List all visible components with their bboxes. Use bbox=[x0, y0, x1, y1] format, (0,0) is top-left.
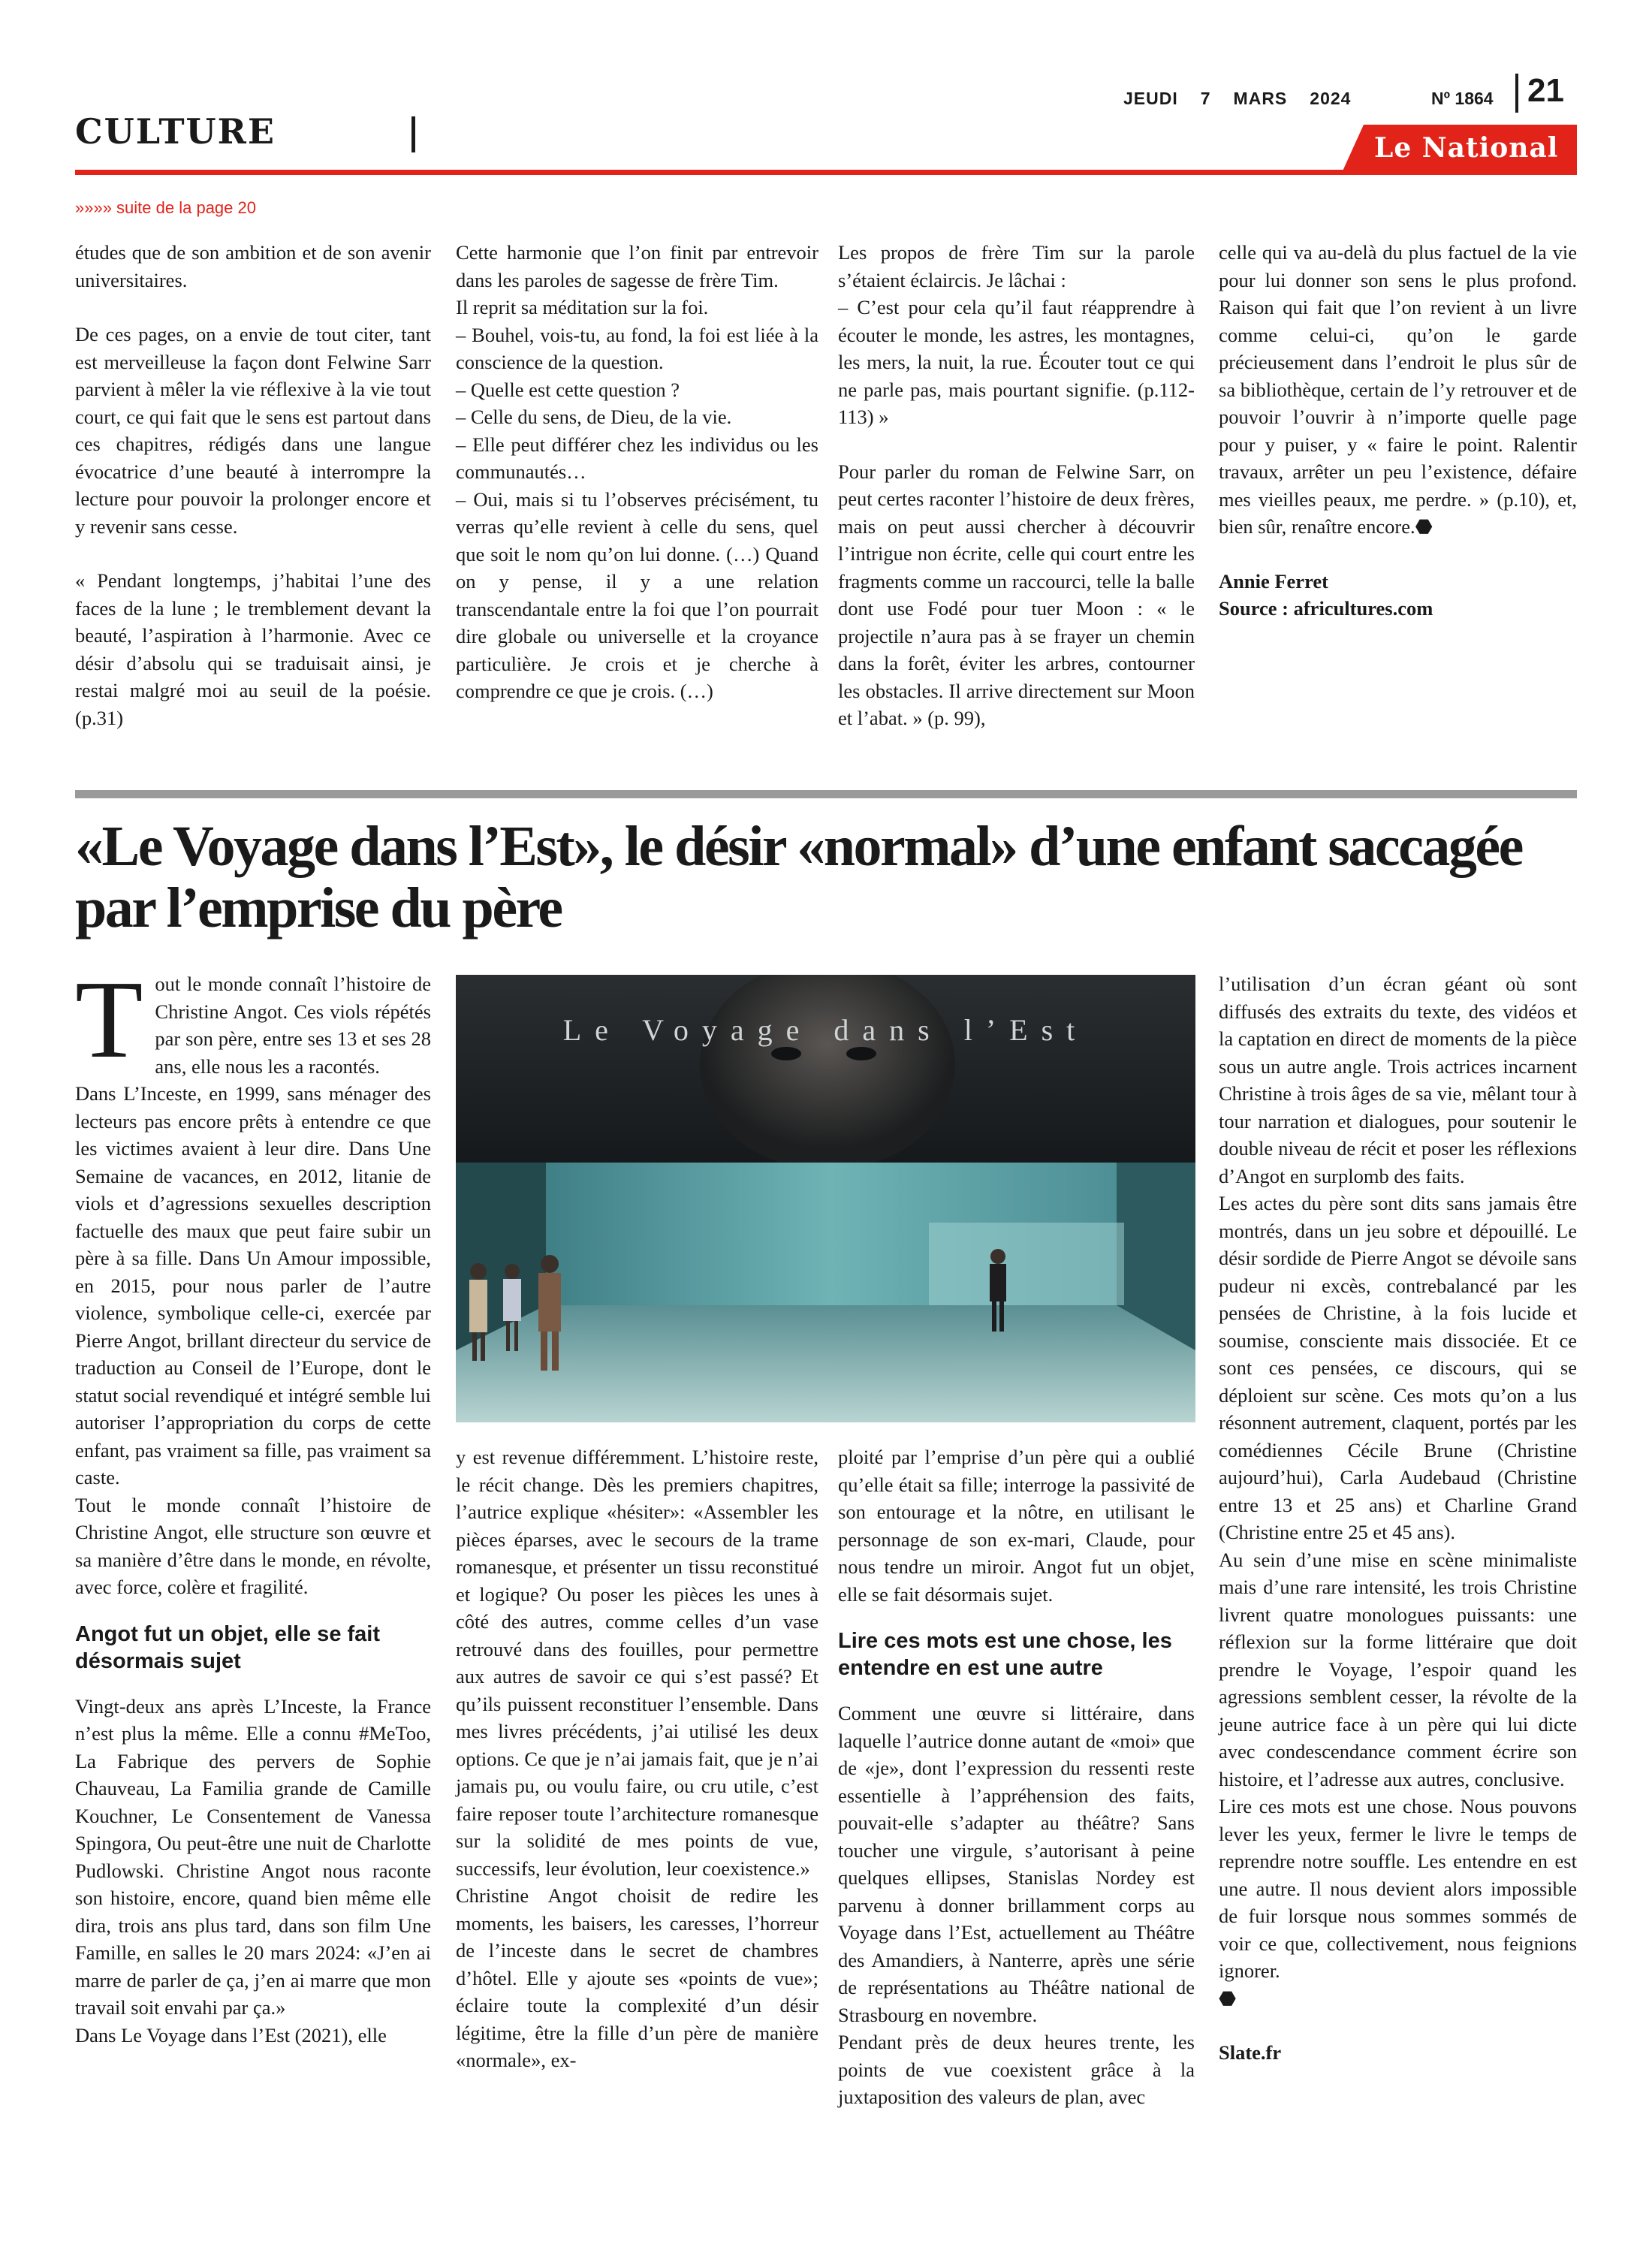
dialogue-line: – Bouhel, vois-tu, au fond, la foi est liée à la conscience de la question. bbox=[456, 323, 818, 373]
top-article-column-4 bbox=[1219, 239, 1577, 623]
paragraph: Les propos de frère Tim sur la parole s’étaient éclaircis. Je lâchai : bbox=[838, 241, 1195, 291]
continued-from-note: »»»» suite de la page 20 bbox=[75, 198, 256, 217]
article-column-2 bbox=[456, 1443, 818, 2074]
top-article-column-1 bbox=[75, 239, 431, 731]
article-column-4 bbox=[1219, 970, 1577, 2067]
top-article-column-3 bbox=[838, 239, 1195, 732]
paragraph: « Pendant longtemps, j’habitai l’une des faces de la lune ; le tremblement devant la beauté, l’aspiration à l’harmonie. Avec ce désir d’absolu qui se traduisait ainsi, je restai malgré moi au seuil de la poésie. (p.31) bbox=[75, 569, 431, 729]
paragraph: Au sein d’une mise en scène minimaliste mais d’une rare intensité, les trois Christine livrent quatre monologues puissants: une réflexion sur la forme littéraire que doit prendre le Voyage, l’espoir quand les agressions semblent cesser, la révolte de la jeune autrice face à un père qui lui dicte avec condescendance comment écrire son histoire, et l’adresse aux autres, conclusive. bbox=[1219, 1548, 1577, 1790]
paragraph: Les actes du père sont dits sans jamais être montrés, dans un jeu sobre et dépouillé. Le désir sordide de Pierre Angot se dévoile sans pudeur ni excès, contrebalancé par les pensées de Christine, à la fois lucide et soumise, consciente mais dissociée. Et ce sont ces pensées, ce discours, qui se déploient sur scène. Ces mots qu’on a lus résonnent autrement, claquent, portés par les comédiennes Cécile Brune (Christine aujourd’hui), Carla Audebaud (Christine entre 13 et 25 ans) et Charline Grand (Christine entre 25 et 45 ans). bbox=[1219, 1192, 1577, 1543]
paragraph: Christine Angot choisit de redire les moments, les baisers, les caresses, l’horreur de l’inceste dans le secret de chambres d’hôtel. Elle y ajoute ses «points de vue»; éclaire toute la complexité d’un désir légitime, être la fille d’un père de manière «normale», ex- bbox=[456, 1884, 818, 2071]
date-day: JEUDI bbox=[1123, 89, 1178, 108]
section-divider bbox=[411, 116, 415, 152]
paragraph: – C’est pour cela qu’il faut réapprendre à écouter le monde, les astres, les montagnes, les mers, la nuit, la rue. Écouter tout ce qui ne parle pas, mais pourtant signifie. (p.112-113) » bbox=[838, 296, 1195, 428]
article-column-3 bbox=[838, 1443, 1195, 2111]
paragraph-text: celle qui va au-delà du plus factuel de la vie pour lui donner son sens le plus profond. Raison qui fait que l’on revient à un livre comme celui-ci, qu’on le garde précieusement dans l’endroit le plus sûr de sa bibliothèque, certain de l’y retrouver et de pouvoir l’ouvrir à n’importe quelle page pour y puiser, y « faire le point. Ralentir travaux, arrêter un peu l’existence, défaire mes vieilles peaux, me perdre. » (p.10), et, bien sûr, renaître encore. bbox=[1219, 241, 1577, 538]
dialogue-line: – Elle peut différer chez les individus ou les communautés… bbox=[456, 433, 818, 483]
paragraph: Pour parler du roman de Felwine Sarr, on peut certes raconter l’histoire de deux frères, mais on peut aussi chercher à découvrir l’intrigue non écrite, celle qui court entre les fragments comme un raccourci, telle la balle dont use Fodé pour tuer Moon : « le projectile n’aura pas à se frayer un chemin dans la forêt, éviter les arbres, contourner les obstacles. Il arrive directement sur Moon et l’abat. » (p. 99), bbox=[838, 460, 1195, 729]
date-month: MARS bbox=[1233, 89, 1288, 108]
paragraph: Il reprit sa méditation sur la foi. bbox=[456, 296, 709, 318]
paragraph: Tout le monde connaît l’histoire de Christine Angot, elle structure son œuvre et sa manière d’être dans le monde, en révolte, avec force, colère et fragilité. bbox=[75, 1493, 431, 1598]
date-number: 7 bbox=[1200, 89, 1211, 108]
paragraph: Comment une œuvre si littéraire, dans laquelle l’autrice donne autant de «moi» que de «je», dont l’expression du ressenti reste essentielle à l’appréhension des faits, pouvait-elle s’adapter au théâtre? Sans toucher une virgule, s’autorisant à peine quelques ellipses, Stanislas Nordey est parvenu à donner brillamment corps au Voyage dans l’Est, actuellement au Théâtre des Amandiers, à Nanterre, après une série de représentations au Théâtre national de Strasbourg en novembre. bbox=[838, 1702, 1195, 2026]
date-year: 2024 bbox=[1310, 89, 1352, 108]
author-name: Annie Ferret bbox=[1219, 569, 1328, 593]
lead-paragraph bbox=[75, 958, 431, 1081]
paragraph: Dans Le Voyage dans l’Est (2021), elle bbox=[75, 2023, 387, 2046]
paragraph: ploité par l’emprise d’un père qui a oublié qu’elle était sa fille; interroge la passivité de son entourage et la nôtre, en utilisant le personnage de son ex-mari, Claude, pour nous tendre un miroir. Angot fut un objet, elle se fait désormais sujet. bbox=[838, 1446, 1195, 1606]
newspaper-brand: Le National bbox=[1374, 132, 1559, 164]
section-title: CULTURE bbox=[75, 111, 276, 152]
end-mark-icon: ⬣ bbox=[1415, 515, 1433, 538]
paragraph: études que de son ambition et de son avenir universitaires. bbox=[75, 241, 431, 291]
dialogue-line: – Celle du sens, de Dieu, de la vie. bbox=[456, 406, 732, 428]
paragraph: De ces pages, on a envie de tout citer, tant est merveilleuse la façon dont Felwine Sarr parvient à mêler la vie réflexive à la vie tout court, ce qui fait que le sens est partout dans ces chapitres, rédigés dans une langue évocatrice d’une beauté à interrompre la lecture pour pouvoir la prolonger encore et y revenir sans cesse. bbox=[75, 323, 431, 538]
source-credit: Slate.fr bbox=[1219, 2041, 1282, 2064]
paragraph: y est revenue différemment. L’histoire reste, le récit change. Dès les premiers chapitres, l’autrice explique «hésiter»: «Assembler les pièces éparses, avec le secours de la trame romanesque, et présenter un tissu reconstitué et logique? Ou poser les pièces les unes à côté des autres, comme celles d’un vase retrouvé dans des fouilles, pour permettre aux autres de savoir ce qui s’est passé? Et qu’ils puissent reconstituer l’ensemble. Dans mes livres précédents, j’ai utilisé les deux options. Ce que je n’ai jamais fait, que je n’ai jamais pu, ou voulu faire, ou cru utile, c’est faire reposer toute l’architecture romanesque sur la solidité de mes points de vue, successifs, leur évolution, leur coexistence.» bbox=[456, 1446, 818, 1880]
dialogue-line: – Quelle est cette question ? bbox=[456, 378, 680, 401]
paragraph: Vingt-deux ans après L’Inceste, la France n’est plus la même. Elle a connu #MeToo, La Fabrique des pervers de Sophie Chauveau, La Familia grande de Camille Kouchner, Le Consentement de Vanessa Spingora, Ou peut-être une nuit de Charlotte Pudlowski. Christine Angot nous raconte son histoire, encore, quand bien même elle dira, trois ans plus tard, dans son film Une Famille, en salles le 20 mars 2024: «J’en ai marre de parler de ça, j’en ai marre que mon travail soit envahi par ça.» bbox=[75, 1694, 431, 2019]
paragraph: Pendant près de deux heures trente, les points de vue coexistent grâce à la juxtaposition des valeurs de plan, avec bbox=[838, 2031, 1195, 2108]
paragraph: Lire ces mots est une chose. Nous pouvons lever les yeux, fermer le livre le temps de reprendre notre souffle. Les entendre en est une autre. Il nous devient alors impossible de fuir lorsque nous sommes sommés de voir ce que, collectivement, nous feignions ignorer. bbox=[1219, 1795, 1577, 1982]
paragraph bbox=[1219, 239, 1577, 541]
article-column-1 bbox=[75, 958, 431, 2049]
paragraph: l’utilisation d’un écran géant où sont diffusés des extraits du texte, des vidéos et la captation en direct de moments de la pièce sous un autre angle. Trois actrices incarnent Christine à trois âges de sa vie, mêlant tour à tour narration et dialogues, pour soutenir le double niveau de récit et poser les réflexions d’Angot en surplomb des faits. bbox=[1219, 973, 1577, 1187]
subheading: Lire ces mots est une chose, les entendre en est une autre bbox=[838, 1629, 1172, 1680]
end-mark-icon: ⬣ bbox=[1219, 1986, 1237, 2010]
article-divider bbox=[75, 790, 1577, 798]
lead-text: out le monde connaît l’histoire de Christine Angot. Ces viols répétés par son père, entre ses 13 et ses 28 ans, elle nous les a racontés. bbox=[155, 973, 431, 1078]
source-credit: Source : africultures.com bbox=[1219, 597, 1433, 620]
paragraph: Dans L’Inceste, en 1999, sans ménager des lecteurs pas encore prêts à entendre ce que les victimes avaient à leur dire. Dans Une Semaine de vacances, en 2012, litanie de viols et d’agressions sexuelles description factuelle des maux que peut faire subir un père à sa fille. Dans Un Amour impossible, en 2015, pour nous parler de l’autre violence, symbolique celle-ci, exercée par Pierre Angot, brillant directeur du service de traduction au Conseil de l’Europe, dont le statut social revendiqué et intégré semble lui autoriser l’appropriation du corps de cette enfant, pas vraiment sa fille, pas vraiment sa caste. bbox=[75, 1082, 431, 1488]
photo-title-text: Le Voyage dans l’Est bbox=[562, 1013, 1089, 1047]
issue-number: Nº 1864 bbox=[1431, 89, 1494, 108]
issue-date bbox=[1123, 89, 1373, 109]
page-number-divider bbox=[1515, 74, 1518, 113]
stage-photo bbox=[456, 975, 1195, 1422]
article-headline: «Le Voyage dans l’Est», le désir «normal» d’une enfant saccagée par l’emprise du père bbox=[75, 815, 1522, 940]
dialogue-line: – Oui, mais si tu l’observes précisément, tu verras qu’elle revient à celle du sens, quel que soit le nom qu’on lui donne. (…) Quand on y pense, il y a une relation transcendantale entre la foi que l’on pourrait dire globale ou universelle et la croyance particulière. Je crois et je cherche à comprendre ce que je crois. (…) bbox=[456, 487, 818, 702]
top-article-column-2 bbox=[456, 239, 818, 705]
subheading: Angot fut un objet, elle se fait désormais sujet bbox=[75, 1621, 380, 1673]
drop-cap: T bbox=[75, 958, 143, 1081]
paragraph: Cette harmonie que l’on finit par entrevoir dans les paroles de sagesse de frère Tim. bbox=[456, 241, 818, 291]
page-number: 21 bbox=[1527, 72, 1564, 109]
